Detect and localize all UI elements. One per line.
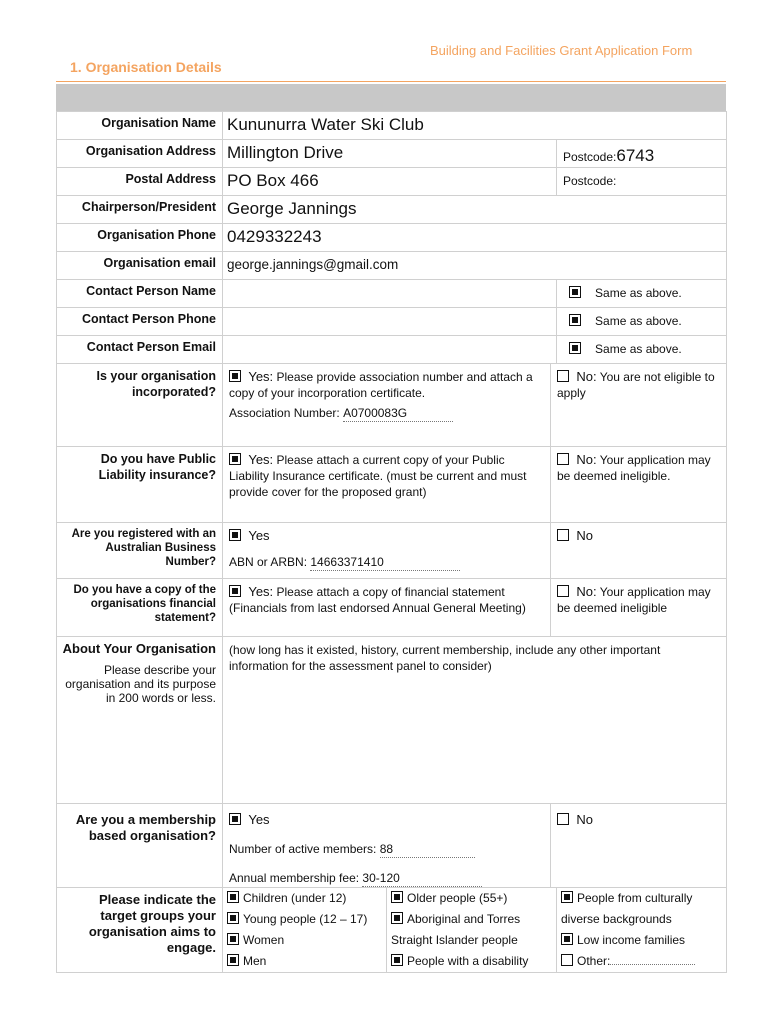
no-instructions: You are not eligible to apply [557,370,715,400]
header-band [56,84,726,111]
org-postcode-field[interactable] [557,140,727,168]
no-label: No [576,528,593,543]
no-label: No [576,812,593,827]
contact-email-label: Contact Person Email [57,336,223,364]
target-option[interactable] [227,951,382,972]
postcode-value: 6743 [616,146,655,165]
option-label: Men [243,954,267,968]
financial-no-cell [551,579,727,637]
target-option[interactable] [391,888,552,909]
email-label: Organisation email [57,252,223,280]
target-option-continued [391,930,552,951]
assoc-number-field[interactable]: A0700083G [343,405,453,422]
abn-number-label: ABN or ARBN: [229,555,308,569]
checked-box-icon[interactable] [227,954,239,966]
unchecked-box-icon[interactable] [557,529,569,541]
option-label: Women [243,933,285,947]
checked-box-icon[interactable] [229,813,241,825]
option-label: diverse backgrounds [561,912,672,926]
checked-box-icon[interactable] [561,891,573,903]
same-label: Same as above. [595,314,682,328]
chair-field[interactable]: George Jannings [223,196,727,224]
contact-name-field[interactable] [223,280,557,308]
yes-label: Yes [248,528,270,543]
chair-label: Chairperson/President [57,196,223,224]
postcode-label: Postcode: [563,150,617,164]
option-label: Aboriginal and Torres [407,912,521,926]
yes-label: Yes: [248,584,274,599]
checked-box-icon[interactable] [391,891,403,903]
same-label: Same as above. [595,286,682,300]
target-option[interactable] [391,951,552,972]
contact-name-same[interactable] [557,280,727,308]
option-label: Other: [577,954,611,968]
email-field[interactable]: george.jannings@gmail.com [223,252,727,280]
checked-box-icon[interactable] [229,453,241,465]
option-label: Older people (55+) [407,891,508,905]
checked-box-icon[interactable] [391,954,403,966]
target-option[interactable] [227,930,382,951]
abn-label: Are you registered with an Australian Business Number? [57,523,223,579]
no-label: No: [576,584,597,599]
incorporated-label: Is your organisation incorporated? [57,364,223,447]
section-divider [56,81,726,82]
members-field[interactable]: 88 [380,841,475,858]
option-label: Children (under 12) [243,891,347,905]
yes-label: Yes [248,812,270,827]
checked-box-icon[interactable] [227,912,239,924]
target-col-2 [387,888,557,973]
organisation-details-form [56,111,726,973]
org-name-field[interactable]: Kununurra Water Ski Club [223,112,727,140]
yes-instructions: Please provide association number and attach a copy of your incorporation certificate. [229,370,533,400]
postal-address-label: Postal Address [57,168,223,196]
target-option[interactable] [561,951,722,972]
other-field[interactable] [610,964,695,965]
contact-name-label: Contact Person Name [57,280,223,308]
no-label: No: [576,452,597,467]
same-label: Same as above. [595,342,682,356]
target-col-1 [223,888,387,973]
about-label-cell [57,637,223,804]
members-label: Number of active members: [229,842,377,856]
fee-label: Annual membership fee: [229,871,360,885]
checked-box-icon[interactable] [569,314,581,326]
abn-yes-cell [223,523,551,579]
yes-instructions: Please attach a current copy of your Public Liability Insurance certificate. (must be current and must provide cover for the proposed grant) [229,453,527,499]
unchecked-box-icon[interactable] [557,813,569,825]
postal-postcode-field[interactable] [557,168,727,196]
fee-field[interactable]: 30-120 [362,870,482,887]
checked-box-icon[interactable] [229,529,241,541]
target-option[interactable] [227,888,382,909]
form-title: Building and Facilities Grant Application Form [430,43,693,58]
about-note: Please describe your organisation and its purpose in 200 words or less. [65,663,216,705]
postcode-label: Postcode: [563,174,617,188]
target-option[interactable] [227,909,382,930]
checked-box-icon[interactable] [561,933,573,945]
checked-box-icon[interactable] [569,286,581,298]
target-option[interactable] [391,909,552,930]
unchecked-box-icon[interactable] [557,370,569,382]
about-text-field[interactable]: (how long has it existed, history, current membership, include any other important information for the assessment panel to consider) [223,637,727,804]
contact-phone-label: Contact Person Phone [57,308,223,336]
incorporated-no-cell [551,364,727,447]
checked-box-icon[interactable] [569,342,581,354]
org-address-label: Organisation Address [57,140,223,168]
yes-label: Yes: [248,369,274,384]
option-label: Young people (12 – 17) [243,912,368,926]
checked-box-icon[interactable] [391,912,403,924]
phone-field[interactable]: 0429332243 [223,224,727,252]
no-instructions: Your application may be deemed ineligible. [557,453,711,483]
unchecked-box-icon[interactable] [557,585,569,597]
target-option-continued [561,909,722,930]
target-option[interactable] [561,930,722,951]
financial-label: Do you have a copy of the organisations financial statement? [57,579,223,637]
option-label: Low income families [577,933,686,947]
contact-email-field[interactable] [223,336,557,364]
target-col-3 [557,888,727,973]
assoc-number-label: Association Number: [229,406,340,420]
liability-yes-cell [223,447,551,523]
phone-label: Organisation Phone [57,224,223,252]
option-label: People with a disability [407,954,529,968]
postal-address-field[interactable]: PO Box 466 [223,168,557,196]
no-label: No: [576,369,597,384]
checked-box-icon[interactable] [229,585,241,597]
contact-phone-field[interactable] [223,308,557,336]
abn-number-field[interactable]: 14663371410 [310,554,460,571]
abn-no-cell [551,523,727,579]
yes-label: Yes: [248,452,274,467]
no-instructions: Your application may be deemed ineligible [557,585,711,615]
membership-yes-cell [223,804,551,888]
liability-label: Do you have Public Liability insurance? [57,447,223,523]
unchecked-box-icon[interactable] [557,453,569,465]
membership-label: Are you a membership based organisation? [57,804,223,888]
option-label: People from culturally [577,891,693,905]
checked-box-icon[interactable] [229,370,241,382]
option-label: Straight Islander people [391,933,518,947]
contact-phone-same[interactable] [557,308,727,336]
org-address-field[interactable]: Millington Drive [223,140,557,168]
section-title: 1. Organisation Details [70,59,222,75]
about-label: About Your Organisation [62,641,216,656]
target-label: Please indicate the target groups your organisation aims to engage. [57,888,223,973]
org-name-label: Organisation Name [57,112,223,140]
financial-yes-cell [223,579,551,637]
liability-no-cell [551,447,727,523]
checked-box-icon[interactable] [227,933,239,945]
checked-box-icon[interactable] [227,891,239,903]
membership-no-cell [551,804,727,888]
incorporated-yes-cell [223,364,551,447]
unchecked-box-icon[interactable] [561,954,573,966]
contact-email-same[interactable] [557,336,727,364]
yes-instructions: Please attach a copy of financial statement (Financials from last endorsed Annual General Meeting) [229,585,526,615]
target-option[interactable] [561,888,722,909]
